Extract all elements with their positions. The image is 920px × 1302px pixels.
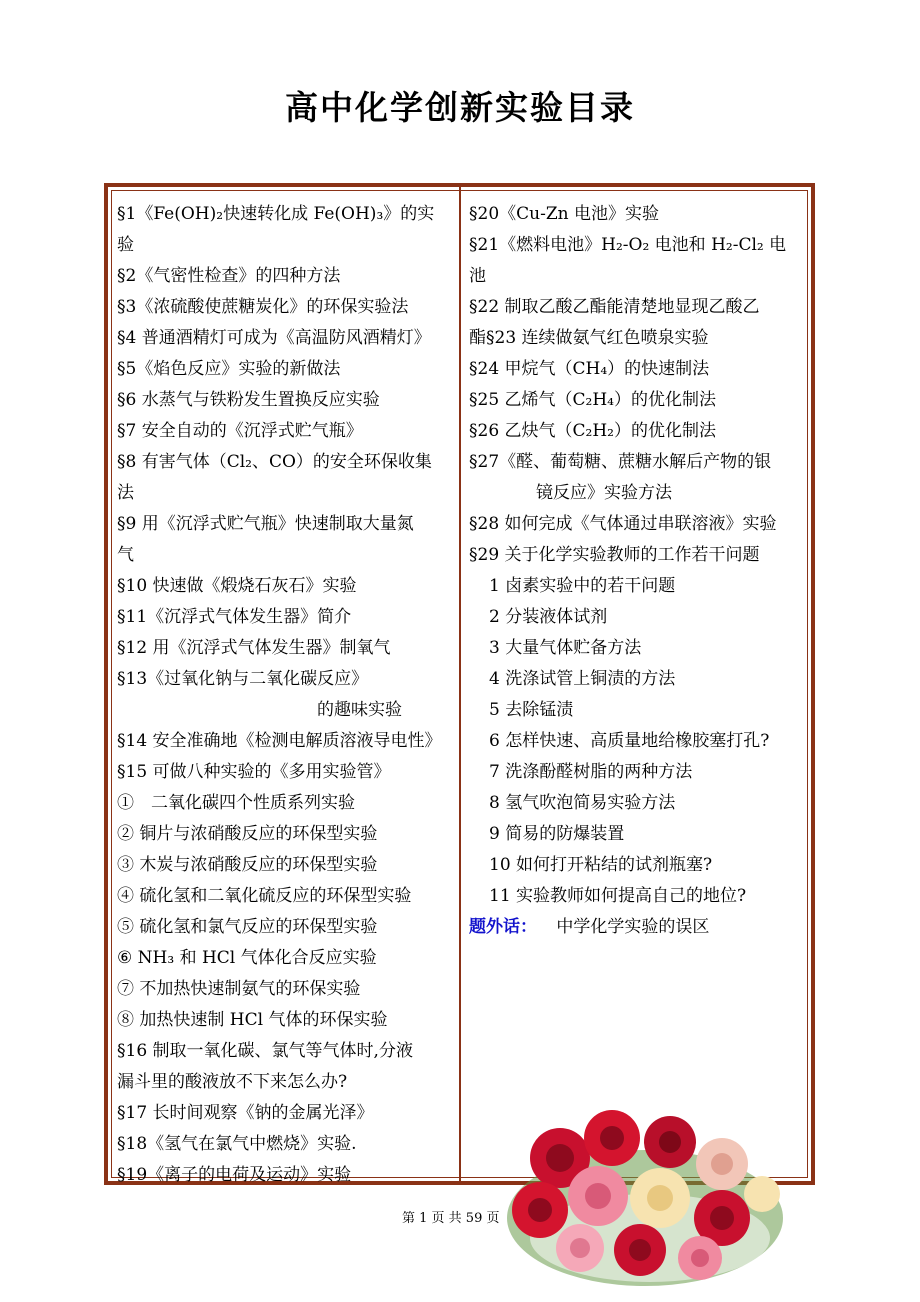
toc-line: 法 — [117, 483, 134, 503]
toc-subitem: 3 大量气体贮备方法 — [489, 638, 642, 658]
toc-line: 镜反应》实验方法 — [536, 483, 672, 503]
toc-line: 气 — [117, 545, 134, 565]
toc-subitem: 10 如何打开粘结的试剂瓶塞? — [489, 855, 713, 875]
toc-line: §11《沉浮式气体发生器》简介 — [117, 607, 352, 627]
toc-subitem: 7 洗涤酚醛树脂的两种方法 — [489, 762, 693, 782]
toc-line: §25 乙烯气（C₂H₄）的优化制法 — [469, 390, 716, 410]
right-column — [469, 201, 813, 945]
column-divider — [459, 187, 461, 1181]
left-column — [117, 201, 457, 1193]
toc-subitem: 1 卤素实验中的若干问题 — [489, 576, 676, 596]
toc-subitem: 6 怎样快速、高质量地给橡胶塞打孔? — [489, 731, 770, 751]
toc-line: §13《过氧化钠与二氧化碳反应》 — [117, 669, 369, 689]
toc-subitem: ① 二氧化碳四个性质系列实验 — [117, 793, 355, 813]
toc-line: §10 快速做《煅烧石灰石》实验 — [117, 576, 357, 596]
toc-line: §2《气密性检查》的四种方法 — [117, 266, 341, 286]
toc-line: §9 用《沉浮式贮气瓶》快速制取大量氮 — [117, 514, 414, 534]
toc-line: §17 长时间观察《钠的金属光泽》 — [117, 1103, 374, 1123]
toc-subitem: 9 简易的防爆装置 — [489, 824, 625, 844]
toc-subitem: 11 实验教师如何提高自己的地位? — [489, 886, 747, 906]
toc-subitem: ② 铜片与浓硝酸反应的环保型实验 — [117, 824, 378, 844]
toc-line: §15 可做八种实验的《多用实验管》 — [117, 762, 391, 782]
page-title: 高中化学创新实验目录 — [285, 88, 635, 127]
contents-frame — [104, 183, 815, 1185]
toc-subitem: 2 分装液体试剂 — [489, 607, 608, 627]
toc-line: §22 制取乙酸乙酯能清楚地显现乙酸乙 — [469, 297, 760, 317]
toc-line: §1《Fe(OH)₂快速转化成 Fe(OH)₃》的实 — [117, 204, 435, 224]
toc-line: §12 用《沉浮式气体发生器》制氧气 — [117, 638, 391, 658]
extra-note — [469, 914, 813, 945]
toc-subitem: ⑦ 不加热快速制氨气的环保实验 — [117, 979, 361, 999]
toc-subitem: ④ 硫化氢和二氧化硫反应的环保型实验 — [117, 886, 412, 906]
toc-subitem: 8 氢气吹泡简易实验方法 — [489, 793, 676, 813]
toc-line: §18《氢气在氯气中燃烧》实验. — [117, 1134, 357, 1154]
toc-line: §29 关于化学实验教师的工作若干问题 — [469, 545, 760, 565]
rose-bouquet-image — [500, 1098, 790, 1288]
toc-line: §3《浓硫酸使蔗糖炭化》的环保实验法 — [117, 297, 409, 317]
page-footer: 第 1 页 共 59 页 — [402, 1211, 500, 1226]
toc-line: §28 如何完成《气体通过串联溶液》实验 — [469, 514, 777, 534]
toc-line: 的趣味实验 — [317, 700, 402, 720]
toc-line: 验 — [117, 235, 134, 255]
toc-subitem: ⑤ 硫化氢和氯气反应的环保型实验 — [117, 917, 378, 937]
toc-line: §5《焰色反应》实验的新做法 — [117, 359, 341, 379]
toc-subitem: ⑧ 加热快速制 HCl 气体的环保实验 — [117, 1010, 388, 1030]
toc-line: §24 甲烷气（CH₄）的快速制法 — [469, 359, 710, 379]
toc-subitem: ⑥ NH₃ 和 HCl 气体化合反应实验 — [117, 948, 377, 968]
extra-note-label: 题外话： — [469, 917, 537, 937]
toc-line: §8 有害气体（Cl₂、CO）的安全环保收集 — [117, 452, 432, 472]
toc-line: §26 乙炔气（C₂H₂）的优化制法 — [469, 421, 716, 441]
toc-line: §27《醛、葡萄糖、蔗糖水解后产物的银 — [469, 452, 772, 472]
toc-line: §6 水蒸气与铁粉发生置换反应实验 — [117, 390, 380, 410]
toc-line: §14 安全准确地《检测电解质溶液导电性》 — [117, 731, 442, 751]
toc-subitem: 5 去除锰渍 — [489, 700, 574, 720]
toc-line: §4 普通酒精灯可成为《高温防风酒精灯》 — [117, 328, 431, 348]
toc-line: §19《离子的电荷及运动》实验 — [117, 1165, 352, 1185]
toc-line: 池 — [469, 266, 486, 286]
toc-line: §20《Cu-Zn 电池》实验 — [469, 204, 659, 224]
toc-line: §7 安全自动的《沉浮式贮气瓶》 — [117, 421, 363, 441]
extra-note-text: 中学化学实验的误区 — [556, 917, 710, 937]
toc-line: 酯§23 连续做氨气红色喷泉实验 — [469, 328, 709, 348]
toc-line: 漏斗里的酸液放不下来怎么办? — [117, 1072, 348, 1092]
toc-line: §16 制取一氧化碳、氯气等气体时,分液 — [117, 1041, 413, 1061]
toc-line: §21《燃料电池》H₂-O₂ 电池和 H₂-Cl₂ 电 — [469, 235, 787, 255]
toc-subitem: 4 洗涤试管上铜渍的方法 — [489, 669, 676, 689]
toc-subitem: ③ 木炭与浓硝酸反应的环保型实验 — [117, 855, 378, 875]
